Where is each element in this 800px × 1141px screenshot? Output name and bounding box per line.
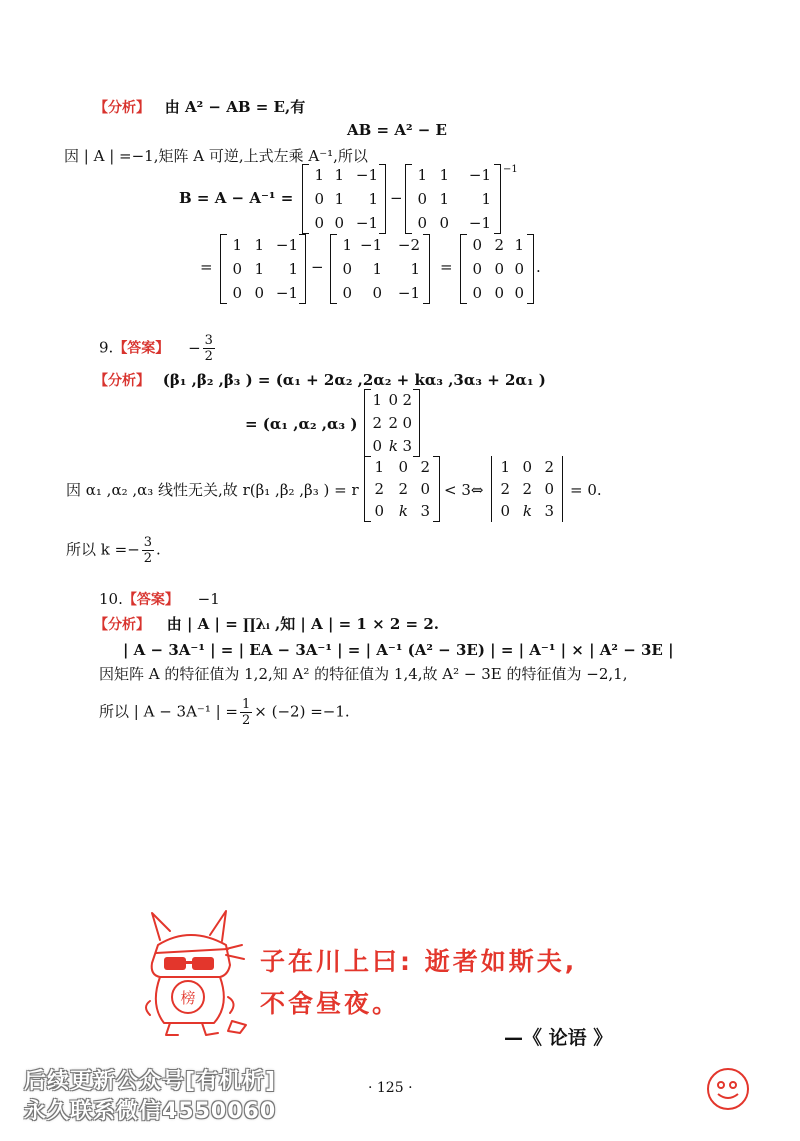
matrix-a-to-invert: 1 1 −1 0 1 1 0 0 −1 [405, 164, 501, 234]
quote-source: —《 论语 》 [504, 1027, 613, 1049]
mascot-sunglasses-left [164, 957, 186, 970]
mascot-legs [166, 1023, 218, 1035]
mascot-sunglasses-bridge [185, 961, 193, 964]
matrix-a-inverse: 1 −1 −2 0 1 1 0 0 −1 [330, 234, 430, 304]
q9-answer-fraction: $\frac{3}{2}$ [204, 333, 213, 364]
q10-line1: 由 | A | = ∏λᵢ ,知 | A | = 1 × 2 = 2. [166, 615, 439, 633]
minus-sign: − [390, 189, 403, 207]
q9-eq0: = 0. [570, 481, 602, 499]
q8-line1: 由 A² − AB = E,有 [164, 98, 306, 116]
q9-line3: 因 α₁ ,α₂ ,α₃ 线性无关,故 r(β₁ ,β₂ ,β₃ ) = r [66, 481, 359, 499]
q9-concl-pre: 所以 k =− [66, 540, 140, 559]
inverse-superscript: −1 [503, 164, 518, 175]
matrix-a-row1: 1 1 −1 0 1 1 0 0 −1 [302, 164, 386, 234]
analysis-tag: 【分析】 [94, 100, 150, 116]
watermark-line2: 永久联系微信4550060 [24, 1099, 277, 1124]
matrix-a-row2: 1 1 −1 0 1 1 0 0 −1 [220, 234, 306, 304]
mascot-badge-text: 榜 [180, 989, 196, 1007]
q8-eq1-lhs: B = A − A⁻¹ = [179, 189, 294, 207]
q10-line4-pre: 所以 | A − 3A⁻¹ | = [99, 702, 238, 721]
matrix-b-result: 0 2 1 0 0 0 0 0 0 [460, 234, 534, 304]
q10-number: 10. [99, 590, 123, 608]
mascot-left-horn [152, 913, 170, 940]
q8-line2: AB = A² − E [347, 121, 447, 139]
analysis-tag: 【分析】 [94, 373, 150, 389]
q9-analysis-line1 [94, 371, 546, 390]
analysis-tag: 【分析】 [94, 617, 150, 633]
q9-less-than: < 3⇔ [444, 481, 484, 499]
mascot-head [152, 935, 230, 977]
q9-conclusion [66, 535, 161, 566]
q9-concl-post: . [156, 540, 161, 559]
answer-tag: 【答案】 [113, 340, 170, 357]
matrix-q9-b: 1 0 2 2 2 0 0 k 3 [364, 456, 440, 522]
q10-line2: | A − 3A⁻¹ | = | EA − 3A⁻¹ | = | A⁻¹ (A² − 3E) | = | A⁻¹ | × | A² − 3E | [123, 641, 674, 659]
quote-line2: 不舍昼夜。 [260, 989, 401, 1018]
mascot-illustration [130, 905, 250, 1040]
mascot-book [228, 1021, 246, 1033]
equals-sign-2: = [440, 258, 453, 276]
minus-sign-2: − [311, 258, 324, 276]
mascot-headband [156, 949, 228, 953]
determinant-q9: 1 0 2 2 2 0 0 k 3 [490, 456, 564, 522]
q9-concl-fraction: $\frac{3}{2}$ [143, 535, 153, 566]
equals-sign: = [200, 258, 213, 276]
q9-line1: (β₁ ,β₂ ,β₃ ) = (α₁ + 2α₂ ,2α₂ + kα₃ ,3α₃ + 2α₁ ) [162, 371, 546, 389]
q10-answer: −1 [197, 590, 220, 608]
quote-line1: 子在川上曰: 逝者如斯夫, [260, 947, 578, 976]
q9-number: 9. [99, 338, 114, 357]
page-number: · 125 · [368, 1080, 413, 1096]
mascot-right-horn [210, 911, 226, 941]
q10-line4-fraction: $\frac{1}{2}$ [242, 697, 251, 728]
q8-analysis-line1 [94, 98, 305, 117]
q10-line3: 因矩阵 A 的特征值为 1,2,知 A² 的特征值为 1,4,故 A² − 3E 的特征值为 −2,1, [99, 665, 628, 683]
q9-answer-sign: − [188, 338, 201, 357]
q9-line2: = (α₁ ,α₂ ,α₃ ) [245, 415, 358, 433]
matrix-q9-a: 1 0 2 2 2 0 0 k 3 [364, 389, 420, 457]
mascot-sunglasses-right [192, 957, 214, 970]
q10-answer-line [99, 590, 220, 609]
q10-line4-post: × (−2) =−1. [254, 702, 350, 721]
smiley-stamp-icon [702, 1064, 754, 1114]
q9-answer-line [99, 333, 217, 364]
q10-line4 [99, 697, 350, 728]
period: . [536, 258, 541, 276]
q10-analysis-line1 [94, 615, 439, 634]
q8-line3: 因 | A | =−1,矩阵 A 可逆,上式左乘 A⁻¹,所以 [64, 147, 368, 165]
watermark-line1: 后续更新公众号[有机析] [24, 1069, 277, 1094]
answer-tag: 【答案】 [122, 592, 179, 608]
